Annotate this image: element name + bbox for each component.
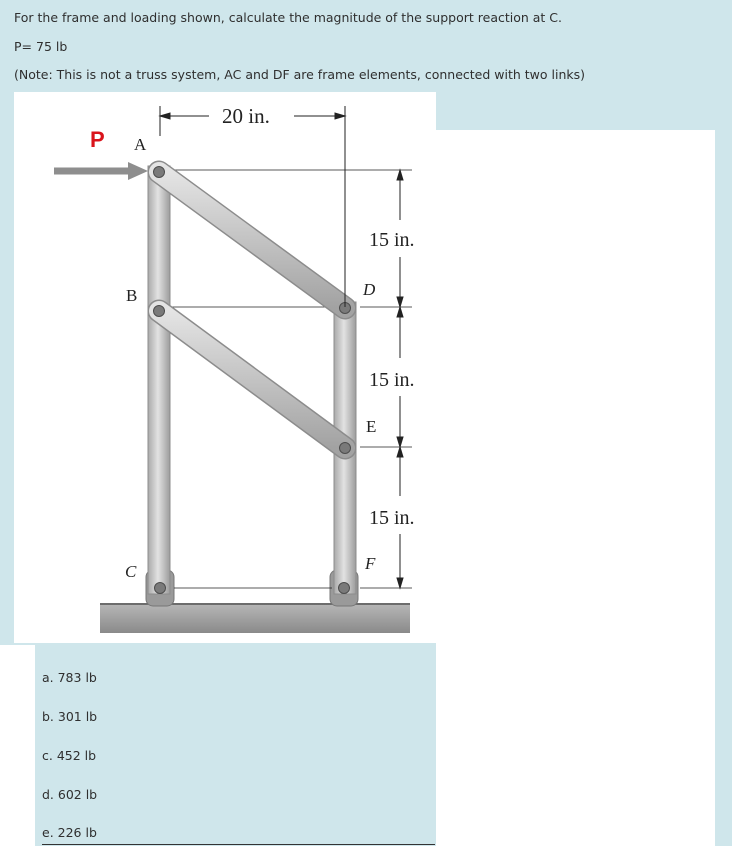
link-be (159, 311, 345, 448)
question-note: (Note: This is not a truss system, AC and DF are frame elements, connected with two links) (14, 67, 586, 82)
question-load-value: P= 75 lb (14, 39, 68, 54)
member-ac (148, 166, 170, 594)
link-ad (159, 172, 345, 308)
dim-vertical-label-1: 15 in. (369, 229, 415, 251)
pin-e (340, 443, 351, 454)
point-label-a: A (134, 135, 147, 154)
point-label-c: C (125, 562, 137, 581)
dim-vertical-label-2: 15 in. (369, 369, 415, 391)
dim-vertical-label-3: 15 in. (369, 507, 415, 529)
load-arrow (54, 162, 148, 180)
option-c[interactable]: c. 452 lb (42, 748, 97, 763)
load-label: P (90, 127, 105, 152)
dim-horizontal-label: 20 in. (222, 104, 270, 128)
bottom-divider (42, 844, 435, 845)
point-label-d: D (363, 280, 376, 299)
white-panel-left (0, 645, 35, 846)
option-d[interactable]: d. 602 lb (42, 787, 98, 802)
frame-figure (14, 92, 436, 643)
white-panel-right (436, 130, 715, 846)
frame-diagram (14, 92, 436, 643)
point-label-b: B (126, 286, 138, 305)
option-e[interactable]: e. 226 lb (42, 825, 97, 840)
pin-c (155, 583, 166, 594)
ground-base (100, 603, 410, 633)
pin-f (339, 583, 350, 594)
pin-a (154, 167, 165, 178)
point-label-f: F (365, 554, 376, 573)
option-a[interactable]: a. 783 lb (42, 670, 97, 685)
pin-b (154, 306, 165, 317)
option-b[interactable]: b. 301 lb (42, 709, 98, 724)
question-text-line1: For the frame and loading shown, calculate the magnitude of the support reaction at C. (14, 10, 563, 25)
point-label-e: E (366, 417, 377, 436)
